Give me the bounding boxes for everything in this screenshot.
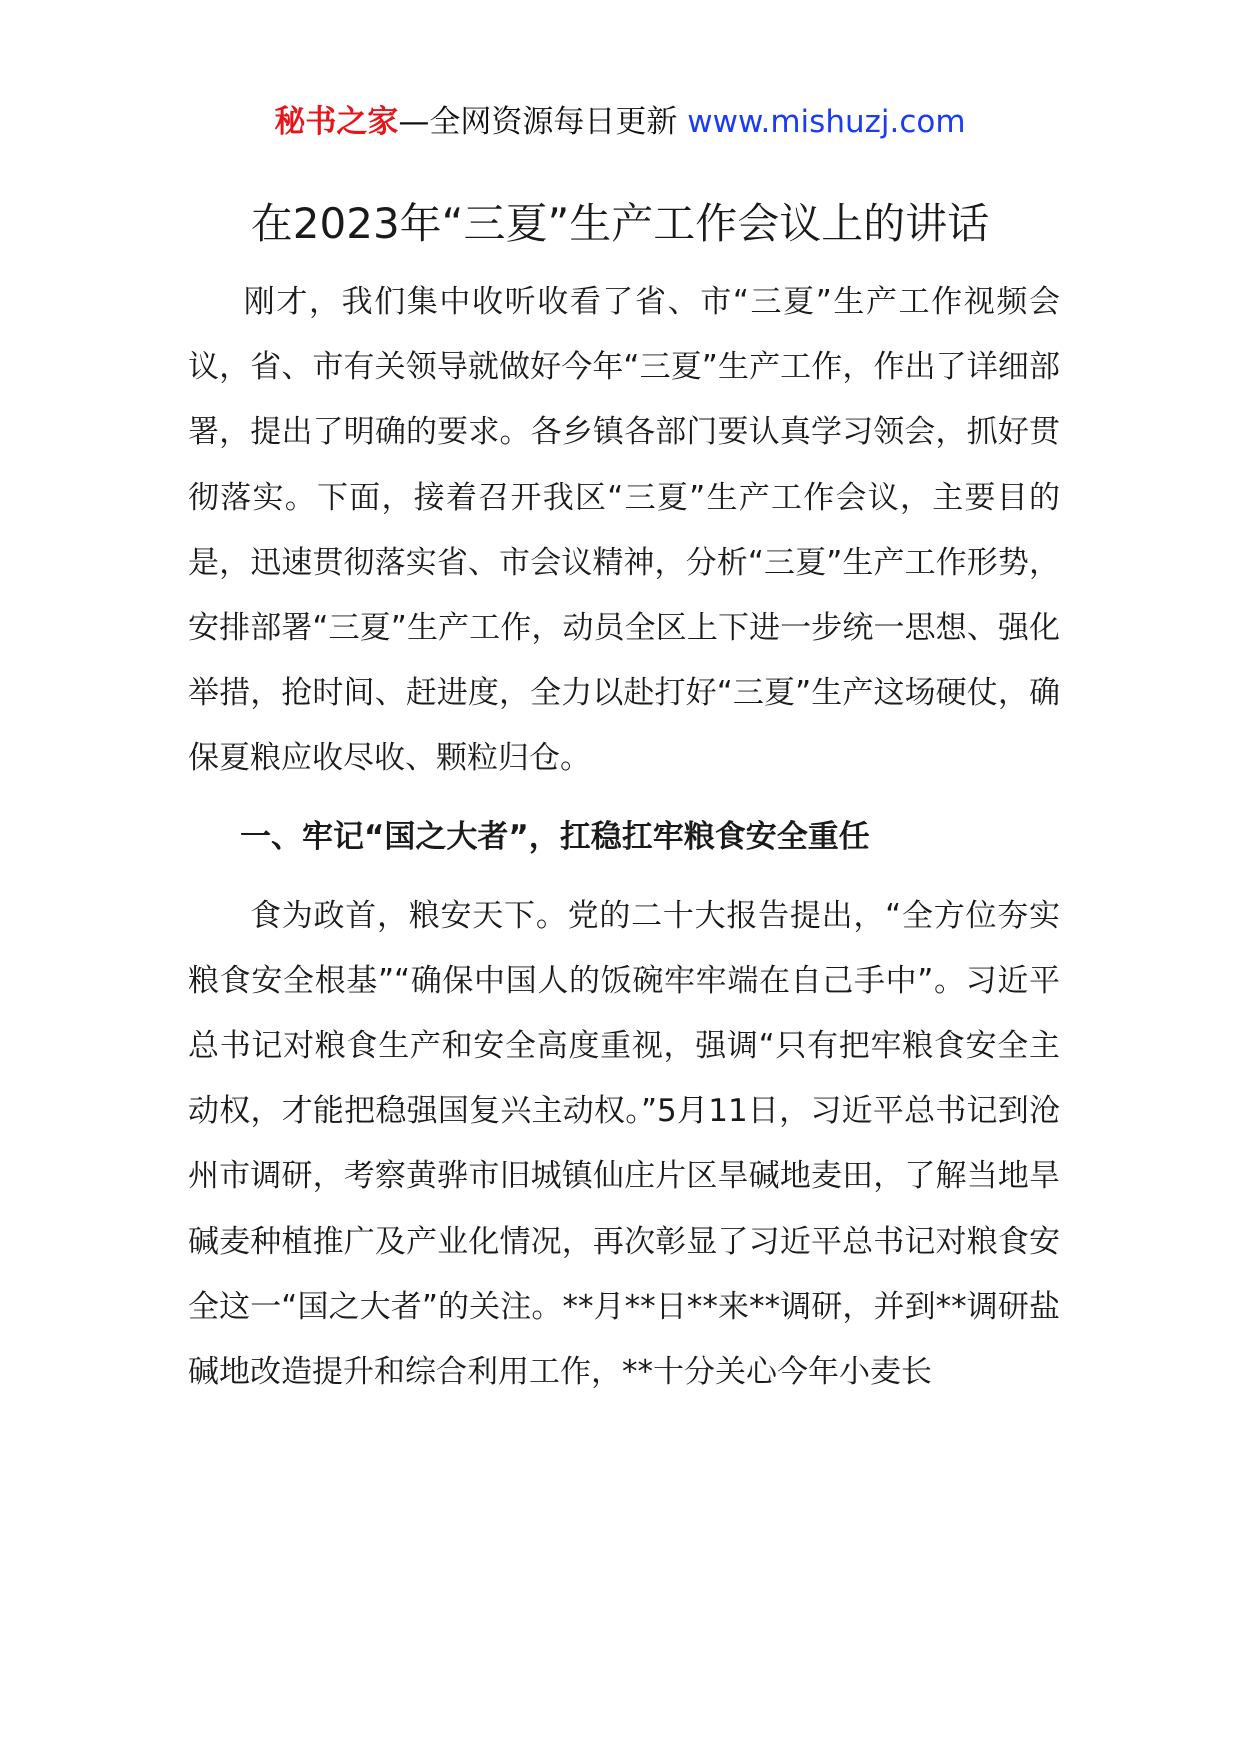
banner-url-link[interactable]: www.mishuzj.com (687, 104, 966, 140)
banner-tagline: —全网资源每日更新 (398, 104, 678, 140)
document-title: 在2023年“三夏”生产工作会议上的讲话 (250, 199, 990, 248)
section-heading-1: 一、牢记“国之大者”，扛稳扛牢粮食安全重任 (240, 818, 870, 855)
paragraph-section-1: 食为政首，粮安天下。党的二十大报告提出，“全方位夯实粮食安全根基”“确保中国人的饭碗牢牢端在自己手中”。习近平总书记对粮食生产和安全高度重视，强调“只有把牢粮食安全主动权，才能把稳强国复兴主动权。”5月11日，习近平总书记到沧州市调研，考察黄骅市旧城镇仙庄片区旱碱地麦田，了解当地旱碱麦种植推广及产业化情况，再次彰显了习近平总书记对粮食安全这一“国之大者”的关注。**月**日**来**调研，并到**调研盐碱地改造提升和综合利用工作，**十分关心今年小麦长 (188, 897, 1060, 1391)
site-banner (0, 100, 1240, 144)
document-body (188, 270, 1060, 1405)
paragraph-intro: 刚才，我们集中收听收看了省、市“三夏”生产工作视频会议，省、市有关领导就做好今年“三夏”生产工作，作出了详细部署，提出了明确的要求。各乡镇各部门要认真学习领会，抓好贯彻落实。下面，接着召开我区“三夏”生产工作会议，主要目的是，迅速贯彻落实省、市会议精神，分析“三夏”生产工作形势，安排部署“三夏”生产工作，动员全区上下进一步统一思想、强化举措，抢时间、赶进度，全力以赴打好“三夏”生产这场硬仗，确保夏粮应收尽收、颗粒归仓。 (188, 284, 1060, 777)
banner-brand: 秘书之家 (274, 104, 399, 140)
